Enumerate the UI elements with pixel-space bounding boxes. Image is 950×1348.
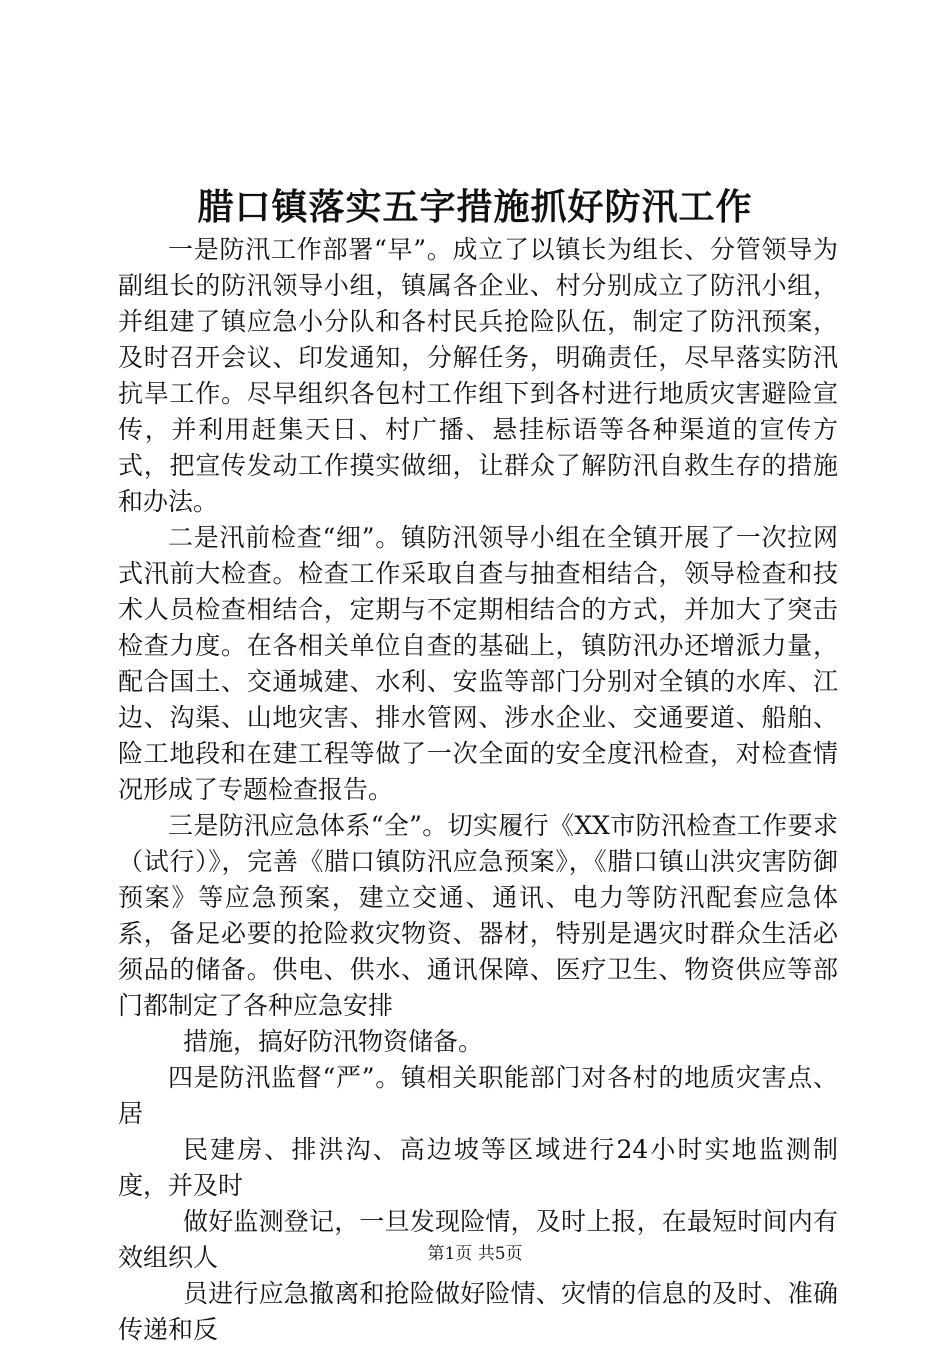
paragraph-fragment-2: 民建房、排洪沟、高边坡等区域进行24小时实地监测制度，并及时	[118, 1135, 838, 1200]
paragraph-4: 四是防汛监督“严”。镇相关职能部门对各村的地质灾害点、居	[118, 1063, 838, 1128]
document-title: 腊口镇落实五字措施抓好防汛工作	[197, 186, 753, 228]
paragraph-1: 一是防汛工作部署“早”。成立了以镇长为组长、分管领导为副组长的防汛领导小组，镇属各企业、村分别成立了防汛小组，并组建了镇应急小分队和各村民兵抢险队伍，制定了防汛预案，及时召开会议、印发通知，分解任务，明确责任，尽早落实防汛抗旱工作。尽早组织各包村工作组下到各村进行地质灾害避险宣传，并利用赶集天日、村广播、悬挂标语等各种渠道的宣传方式，把宣传发动工作摸实做细，让群众了解防汛自救生存的措施和办法。	[118, 235, 838, 516]
paragraph-fragment-4: 员进行应急撤离和抢险做好险情、灾情的信息的及时、准确传递和反	[118, 1279, 838, 1344]
paragraph-2: 二是汛前检查“细”。镇防汛领导小组在全镇开展了一次拉网式汛前大检查。检查工作采取自查与抽查相结合，领导检查和技术人员检查相结合，定期与不定期相结合的方式，并加大了突击检查力度。在各相关单位自查的基础上，镇防汛办还增派力量，配合国土、交通城建、水利、安监等部门分别对全镇的水库、江边、沟渠、山地灾害、排水管网、涉水企业、交通要道、船舶、险工地段和在建工程等做了一次全面的安全度汛检查，对检查情况形成了专题检查报告。	[118, 523, 838, 804]
document-body	[118, 232, 838, 1348]
paragraph-3: 三是防汛应急体系“全”。切实履行《XX市防汛检查工作要求（试行）》，完善《腊口镇防汛应急预案》，《腊口镇山洪灾害防御预案》等应急预案，建立交通、通讯、电力等防汛配套应急体系，备足必要的抢险救灾物资、器材，特别是遇灾时群众生活必须品的储备。供电、供水、通讯保障、医疗卫生、物资供应等部门都制定了各种应急安排	[118, 811, 838, 1020]
page-number-footer: 第1页 共5页	[427, 1244, 523, 1264]
paragraph-fragment-1: 措施，搞好防汛物资储备。	[183, 1027, 484, 1056]
paragraph-fragment-3: 做好监测登记，一旦发现险情，及时上报，在最短时间内有效组织人	[118, 1207, 838, 1272]
